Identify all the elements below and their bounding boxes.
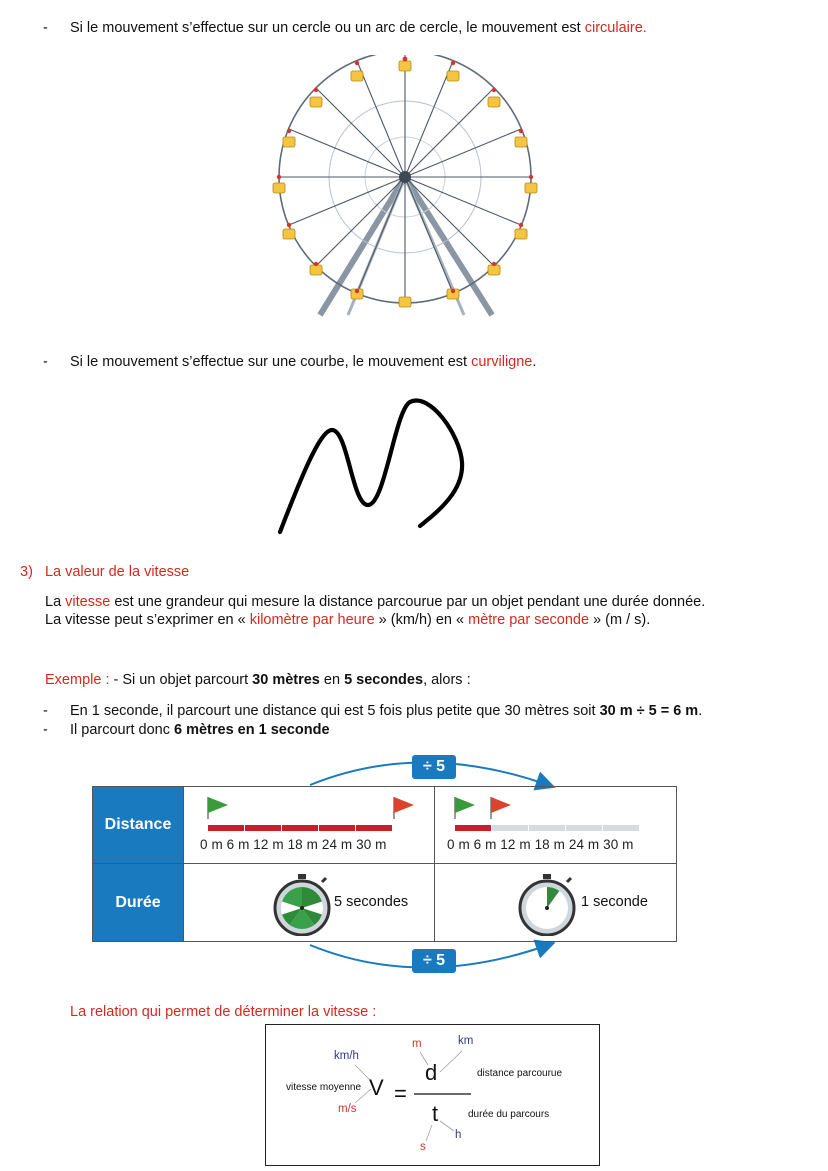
tick-labels-right: 0 m 6 m 12 m 18 m 24 m 30 m <box>447 837 634 852</box>
text: , alors : <box>423 672 471 688</box>
equals-sign: = <box>394 1081 407 1106</box>
distance-cell-right <box>435 787 677 864</box>
text: En 1 seconde, il parcourt une distance qui est 5 fois plus petite que 30 mètres soit <box>70 703 600 719</box>
definition-line-2 <box>45 612 650 628</box>
stopwatch-icon <box>270 872 334 936</box>
symbol-d: d <box>425 1060 438 1085</box>
formula-lines <box>266 1025 599 1165</box>
bold-text: 6 mètres en 1 seconde <box>173 722 330 738</box>
bullet-dash: - <box>43 354 48 370</box>
unit-h: h <box>455 1129 462 1141</box>
duration-cell-right <box>435 864 677 942</box>
label-distance-parcourue: distance parcourue <box>477 1068 563 1079</box>
unit-s: s <box>420 1141 426 1153</box>
distance-track-left <box>184 787 434 864</box>
section-title: La valeur de la vitesse <box>44 564 190 580</box>
distance-duration-table <box>92 786 677 942</box>
bold-text: 30 m ÷ 5 = 6 m <box>599 703 699 719</box>
duration-left-label: 5 secondes <box>334 894 409 910</box>
text: La <box>45 594 66 610</box>
divide-badge-top: ÷ 5 <box>412 755 456 779</box>
exemple-label: Exemple : <box>45 672 110 688</box>
symbol-v: V <box>369 1075 384 1100</box>
speed-formula-box <box>265 1024 600 1166</box>
relation-title: La relation qui permet de déterminer la vitesse : <box>70 1004 377 1020</box>
distance-track-right <box>435 787 678 864</box>
bullet-dash: - <box>43 722 48 738</box>
text: - Si un objet parcourt <box>109 672 253 688</box>
distance-cell-left <box>184 787 435 864</box>
bold-text: 5 secondes <box>344 672 424 688</box>
row-header-distance: Distance <box>93 787 184 864</box>
row-header-duree: Durée <box>93 864 184 942</box>
circulaire-text: Si le mouvement s’effectue sur un cercle ou un arc de cercle, le mouvement est <box>70 20 585 36</box>
bold-text: 30 mètres <box>252 672 320 688</box>
definition-line-1 <box>45 594 705 610</box>
curviligne-text: Si le mouvement s’effectue sur une courbe, le mouvement est <box>70 354 472 370</box>
label-duree-parcours: durée du parcours <box>468 1109 550 1120</box>
bullet-dash: - <box>43 20 48 36</box>
text: Il parcourt donc <box>70 722 174 738</box>
curviligne-period: . <box>532 354 537 370</box>
text: » (km/h) en « <box>374 612 469 628</box>
circulaire-keyword: circulaire. <box>584 20 647 36</box>
ferris-wheel-illustration <box>270 55 545 317</box>
unit-ms: m/s <box>338 1103 357 1115</box>
symbol-t: t <box>432 1101 439 1126</box>
unit-kmh: km/h <box>334 1050 359 1062</box>
circulaire-sentence <box>70 20 647 36</box>
tick-labels-left: 0 m 6 m 12 m 18 m 24 m 30 m <box>200 837 387 852</box>
divide-badge-bottom: ÷ 5 <box>412 949 456 973</box>
duration-right-label: 1 seconde <box>581 894 648 910</box>
keyword-ms: mètre par seconde <box>468 612 590 628</box>
unit-m: m <box>412 1038 422 1050</box>
text: . <box>698 703 703 719</box>
keyword-vitesse: vitesse <box>65 594 111 610</box>
text: est une grandeur qui mesure la distance parcourue par un objet pendant une durée donnée. <box>110 594 706 610</box>
curviligne-keyword: curviligne <box>471 354 533 370</box>
section-heading <box>20 564 189 580</box>
section-number: 3) <box>20 564 33 580</box>
bullet-dash: - <box>43 703 48 719</box>
bullet-2 <box>70 722 330 738</box>
curve-illustration <box>270 390 470 540</box>
label-vitesse-moyenne: vitesse moyenne <box>286 1082 362 1093</box>
curviligne-sentence <box>70 354 536 370</box>
stopwatch-icon <box>515 872 579 936</box>
text: en <box>319 672 345 688</box>
duration-cell-left <box>184 864 435 942</box>
keyword-kmh: kilomètre par heure <box>249 612 375 628</box>
exemple-line <box>45 672 471 688</box>
unit-km: km <box>458 1035 474 1047</box>
bullet-1 <box>70 703 702 719</box>
text: La vitesse peut s’exprimer en « <box>45 612 250 628</box>
text: » (m / s). <box>589 612 651 628</box>
